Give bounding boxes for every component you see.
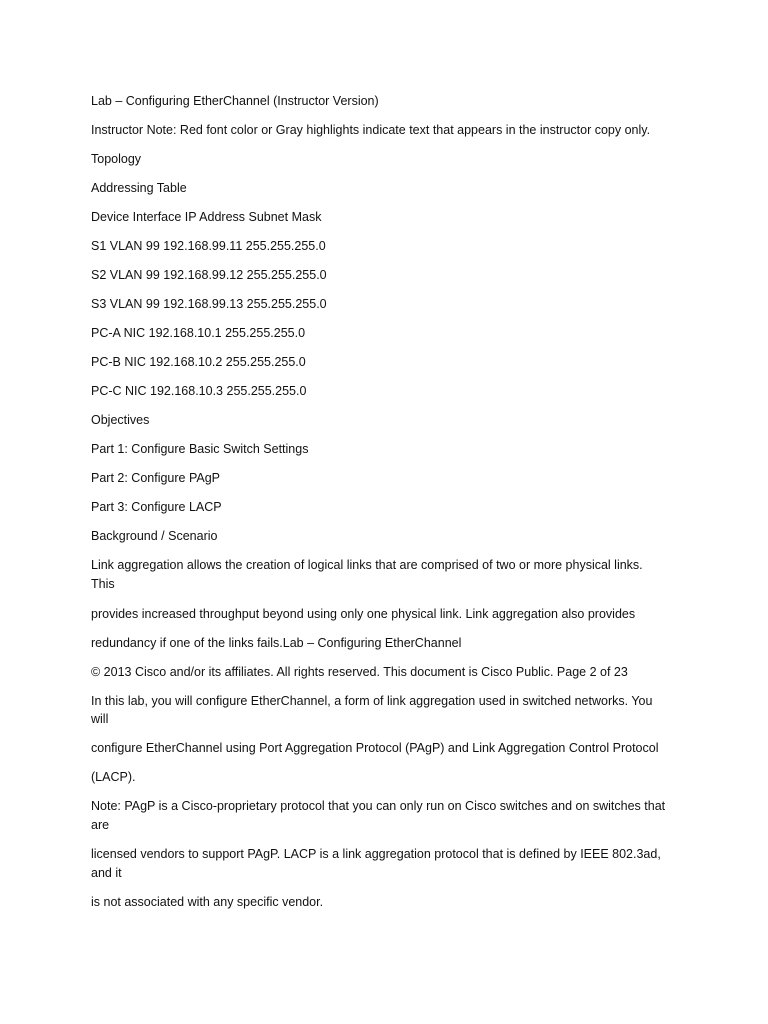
topology-heading: Topology (91, 152, 142, 166)
page-footer: © 2013 Cisco and/or its affiliates. All rights reserved. This document is Cisco Public. Page 2 of 23 (91, 665, 628, 679)
document-title: Lab – Configuring EtherChannel (Instructor Version) (91, 94, 379, 108)
table-row-pc-c: PC-C NIC 192.168.10.3 255.255.255.0 (91, 384, 307, 398)
instructor-note: Instructor Note: Red font color or Gray highlights indicate text that appears in the instructor copy only. (91, 123, 651, 137)
table-row-s3: S3 VLAN 99 192.168.99.13 255.255.255.0 (91, 297, 327, 311)
note-paragraph-line: is not associated with any specific vendor. (91, 895, 324, 909)
table-row-pc-b: PC-B NIC 192.168.10.2 255.255.255.0 (91, 355, 306, 369)
objectives-heading: Objectives (91, 413, 150, 427)
paragraph-line: provides increased throughput beyond using only one physical link. Link aggregation also provides (91, 607, 636, 621)
paragraph-line: Link aggregation allows the creation of logical links that are comprised of two or more physical links. (91, 558, 643, 572)
table-row-s2: S2 VLAN 99 192.168.99.12 255.255.255.0 (91, 268, 327, 282)
note-paragraph-line: and it (91, 866, 122, 880)
note-paragraph-line: licensed vendors to support PAgP. LACP is a link aggregation protocol that is defined by IEEE 802.3ad, (91, 847, 661, 861)
paragraph-line: (LACP). (91, 770, 136, 784)
paragraph-line: configure EtherChannel using Port Aggregation Protocol (PAgP) and Link Aggregation Control Protocol (91, 741, 659, 755)
paragraph-line: redundancy if one of the links fails.Lab – Configuring EtherChannel (91, 636, 462, 650)
objective-part-2: Part 2: Configure PAgP (91, 471, 221, 485)
objective-part-1: Part 1: Configure Basic Switch Settings (91, 442, 309, 456)
paragraph-line: This (91, 577, 115, 591)
table-row-pc-a: PC-A NIC 192.168.10.1 255.255.255.0 (91, 326, 306, 340)
paragraph-line: will (91, 712, 109, 726)
objective-part-3: Part 3: Configure LACP (91, 500, 222, 514)
background-heading: Background / Scenario (91, 529, 218, 543)
note-paragraph-line: are (91, 818, 110, 832)
addressing-table-header: Device Interface IP Address Subnet Mask (91, 210, 322, 224)
note-paragraph-line: Note: PAgP is a Cisco-proprietary protocol that you can only run on Cisco switches and on switches that (91, 799, 666, 813)
table-row-s1: S1 VLAN 99 192.168.99.11 255.255.255.0 (91, 239, 326, 253)
paragraph-line: In this lab, you will configure EtherChannel, a form of link aggregation used in switched networks. You (91, 694, 653, 708)
addressing-table-heading: Addressing Table (91, 181, 187, 195)
